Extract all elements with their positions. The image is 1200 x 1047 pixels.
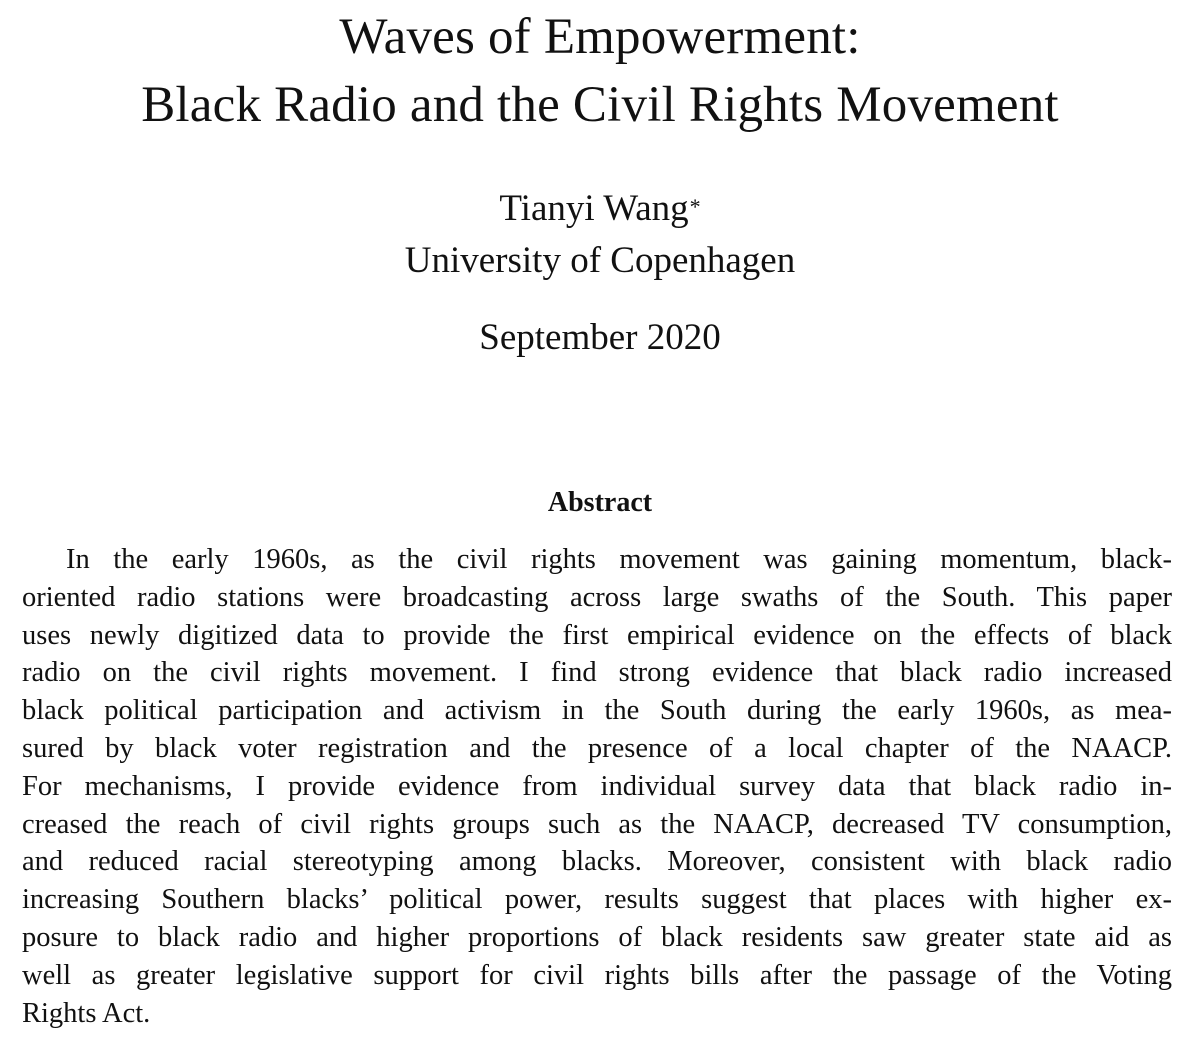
abstract-line: sured by black voter registration and the presence of a local chapter of the NAACP. bbox=[22, 732, 1172, 764]
abstract-line: In the early 1960s, as the civil rights movement was gaining momentum, black- bbox=[66, 544, 1172, 575]
abstract-body bbox=[22, 541, 1172, 1032]
abstract-line: Rights Act. bbox=[22, 997, 151, 1029]
paper-title-line-1: Waves of Empowerment: bbox=[339, 9, 861, 65]
paper-title-line-2: Black Radio and the Civil Rights Movement bbox=[141, 77, 1059, 133]
abstract-line: and reduced racial stereotyping among blacks. Moreover, consistent with black radio bbox=[22, 846, 1172, 878]
abstract-line: well as greater legislative support for civil rights bills after the passage of the Voting bbox=[22, 959, 1172, 991]
author-footnote-mark[interactable]: * bbox=[689, 194, 701, 219]
paper-date: September 2020 bbox=[479, 317, 721, 358]
abstract-line: uses newly digitized data to provide the first empirical evidence on the effects of black bbox=[22, 619, 1172, 651]
abstract-line: posure to black radio and higher proportions of black residents saw greater state aid as bbox=[22, 921, 1172, 953]
abstract-line: increasing Southern blacks’ political power, results suggest that places with higher ex- bbox=[22, 884, 1172, 916]
author-line bbox=[0, 184, 1200, 234]
author-name: Tianyi Wang bbox=[499, 188, 689, 229]
author-affiliation: University of Copenhagen bbox=[404, 240, 796, 281]
abstract-line: black political participation and activism in the South during the early 1960s, as mea- bbox=[22, 695, 1172, 727]
abstract-line: For mechanisms, I provide evidence from individual survey data that black radio in- bbox=[22, 770, 1172, 802]
abstract-line: oriented radio stations were broadcasting across large swaths of the South. This paper bbox=[22, 581, 1172, 613]
abstract-line: radio on the civil rights movement. I find strong evidence that black radio increased bbox=[22, 657, 1172, 689]
abstract-line: creased the reach of civil rights groups such as the NAACP, decreased TV consumption, bbox=[22, 808, 1172, 840]
abstract-heading: Abstract bbox=[547, 487, 653, 518]
